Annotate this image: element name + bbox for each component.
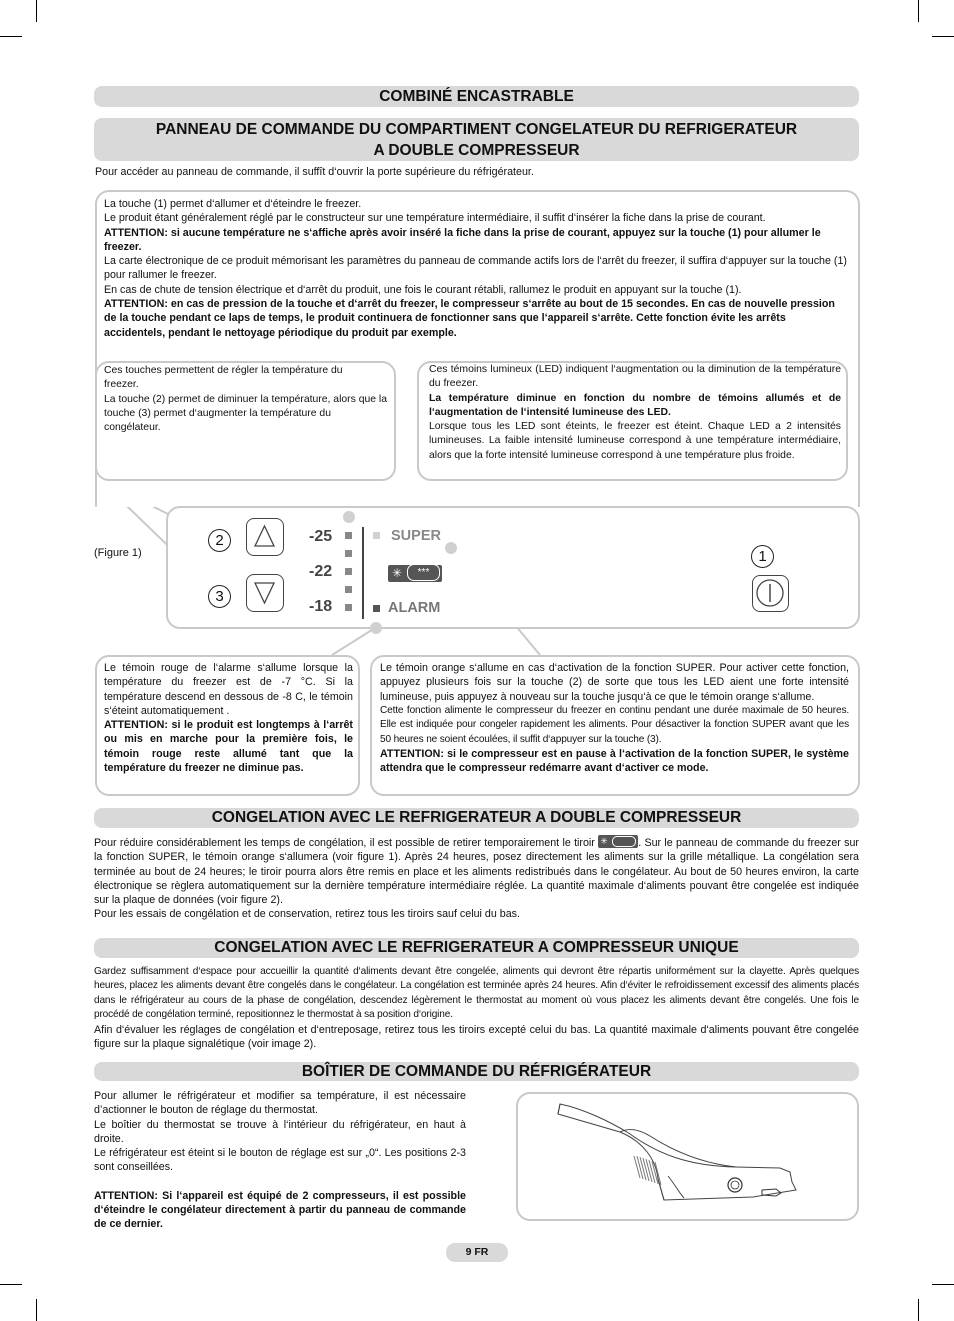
power-info-warning-1: ATTENTION: si aucune température ne s‘affiche après avoir inséré la fiche dans la prise de courant, appuyez sur la touche (1) pour allumer le freezer.	[104, 226, 821, 253]
page-number: 9 FR	[446, 1243, 508, 1262]
figure-label: (Figure 1)	[94, 547, 142, 559]
pointer-dot	[343, 511, 355, 523]
power-info-p2: Le produit étant généralement réglé par le constructeur sur une température intermédiaire, il suffit d‘insérer la fiche dans la prise de courant.	[104, 212, 766, 225]
temp-label-22: -22	[309, 563, 333, 580]
temperature-down-button[interactable]	[246, 518, 284, 556]
congelation-double-p2: Pour les essais de congélation et de conservation, retirez tous les tiroirs sauf celui du bas.	[94, 908, 520, 921]
congelation-double-p1	[94, 835, 859, 907]
callout-3: 3	[208, 585, 231, 608]
led-info-text	[429, 363, 841, 463]
temperature-up-button[interactable]	[246, 574, 284, 612]
boitier-p2: Le boîtier du thermostat se trouve à l‘intérieur du réfrigérateur, en haut à droite.	[94, 1118, 466, 1145]
pointer-dot	[370, 622, 382, 634]
led-indicator	[345, 604, 352, 611]
super-led	[373, 532, 380, 539]
freezer-drawer-icon	[598, 835, 638, 848]
temp-label-18: -18	[309, 598, 333, 615]
thermostat-illustration	[518, 1094, 861, 1223]
congelation-double-p1-start: Pour réduire considérablement les temps de congélation, il est possible de retirer temporairement le tiroir	[94, 837, 595, 849]
keys-info-p2: La touche (2) permet de diminuer la température, alors que la touche (3) permet d‘augmenter la température du congélateur.	[104, 393, 388, 434]
led-info-p3: Lorsque tous les LED sont éteints, le freezer est éteint. Chaque LED a 2 intensités lumineuses. La faible intensité lumineuse correspond à une température intermédiaire, alors que la forte intensité lumineuse correspond à une température plus froide.	[429, 421, 841, 461]
congelation-unique-text	[94, 965, 859, 1051]
header-line-2: A DOUBLE COMPRESSEUR	[373, 142, 580, 159]
pointer-dot	[445, 542, 457, 554]
super-info-text	[380, 661, 849, 776]
callout-2: 2	[208, 529, 231, 552]
boitier-text	[94, 1089, 466, 1232]
led-indicator	[345, 586, 352, 593]
led-info-p1: Ces témoins lumineux (LED) indiquent l‘augmentation ou la diminution de la température du freezer.	[429, 364, 841, 390]
boitier-p3: Le réfrigérateur est éteint si le bouton de réglage est sur „0“. Les positions 2-3 sont conseillées.	[94, 1147, 466, 1174]
temp-label-25: -25	[309, 528, 333, 545]
power-info-p5: En cas de chute de tension électrique et d‘arrêt du produit, une fois le courant rétabli, rallumez le produit en appuyant sur la touche (1).	[104, 283, 742, 296]
led-indicator	[345, 532, 352, 539]
section-header-boitier: BOÎTIER DE COMMANDE DU RÉFRIGÉRATEUR	[94, 1062, 859, 1081]
congelation-unique-p2: Afin d‘évaluer les réglages de congélation et d‘entreposage, retirez tous les tiroirs excepté celui du bas. La quantité maximale d‘aliments pouvant être congelée figure sur la plaque signalétique (voir image 2).	[94, 1023, 859, 1050]
panel-divider	[362, 527, 364, 619]
power-info-p4: La carte électronique de ce produit mémorisant les paramètres du panneau de commande actifs lors de l‘arrêt du freezer, il suffira d‘appuyer sur la touche (1) pour rallumer le freezer.	[104, 255, 847, 282]
freezer-compartment-symbol	[388, 565, 442, 582]
power-icon	[753, 576, 787, 610]
intro-text: Pour accéder au panneau de commande, il suffît d‘ouvrir la porte supérieure du réfrigérateur.	[95, 166, 534, 178]
callout-1: 1	[751, 545, 774, 568]
alarm-info-p1: Le témoin rouge de l‘alarme s‘allume lorsque la température du freezer est de -7 °C. Si la température descend en dessous de -8 C, le témoin s‘éteint automatiquement .	[104, 662, 353, 717]
freezer-stars: ***	[407, 564, 440, 581]
alarm-info-text	[104, 661, 353, 775]
header-line-1: PANNEAU DE COMMANDE DU COMPARTIMENT CONGELATEUR DU REFRIGERATEUR	[155, 121, 798, 138]
led-info-p2: La température diminue en fonction du nombre de témoins allumés et de l‘augmentation de l‘intensité lumineuse des LED.	[429, 392, 841, 418]
thermostat-illustration-box	[516, 1092, 859, 1221]
congelation-double-text	[94, 835, 859, 922]
keys-info-text	[104, 364, 388, 435]
super-info-warning: ATTENTION: si le compresseur est en pause à l‘activation de la fonction SUPER, le système attendra que le compresseur redémarre avant d‘activer ce mode.	[380, 748, 849, 775]
section-header-combine: COMBINÉ ENCASTRABLE	[94, 86, 859, 107]
congelation-double-p1-end: . Sur le panneau de commande du freezer sur la fonction SUPER, le témoin orange s‘allumera (voir figure 1). Après 24 heures, posez directement les aliments sur la grille métallique. La congélation sera terminée au bout de 24 heures; le tiroir pourra alors être remis en place et les aliments redistribués dans le congélateur. Au bout de 50 heures environ, la carte électronique se règlera automatiquement sur la dernière température intermédiaire réglée. La quantité maximale d‘aliments pouvant être congelée est indiquée sur la plaque de données (voir figure 2).	[94, 837, 859, 907]
super-info-p1: Le témoin orange s‘allume en cas d‘activation de la fonction SUPER. Pour activer cette fonction, appuyez plusieurs fois sur la touche (2) de sorte que tous les LED aient une forte intensité lumineuse, puis appuyez à nouveau sur la touche jusqu‘à ce que le témoin orange s‘allume.	[380, 662, 849, 703]
led-indicator	[345, 550, 352, 557]
congelation-unique-p1: Gardez suffisamment d‘espace pour accueillir la quantité d‘aliments devant être congelée, aliments qui devront être répartis uniformément sur la clayette. Après quelques heures, placez les aliments devant être congelés dans le congélateur. La congélation est terminée après 24 heures. Afin d‘éviter le refroidissement excessif des aliments placés dans le réfrigérateur au cours de la phase de congélation, descendez légèrement le thermostat au moment où vous placez les aliments devant être congelés. Une fois le procédé de congélation terminé, repositionnez le thermostat à sa position d‘origine.	[94, 966, 859, 1021]
triangle-up-icon	[247, 519, 282, 554]
keys-info-p1: Ces touches permettent de régler la température du freezer.	[104, 365, 343, 391]
section-header-congelation-double: CONGELATION AVEC LE REFRIGERATEUR A DOUBLE COMPRESSEUR	[94, 808, 859, 828]
snowflake-icon: ✳	[600, 836, 608, 846]
power-info-warning-2: ATTENTION: en cas de pression de la touche et d‘arrêt du freezer, le compresseur s‘arrête au bout de 15 secondes. En cas de nouvelle pression de la touche pendant ce laps de temps, le produit continuera de fonctionner sans que l‘appareil s‘arrête. Cette fonction évite les arrêts accidentels, pendant le nettoyage périodique du produit par exemple.	[104, 298, 835, 339]
power-info-p1: La touche (1) permet d‘allumer et d‘éteindre le freezer.	[104, 198, 362, 210]
alarm-label: ALARM	[388, 600, 441, 616]
power-button[interactable]	[752, 575, 789, 612]
super-info-p2: Cette fonction alimente le compresseur du freezer en continu pendant une durée maximale de 50 heures. Elle est indiquée pour congeler rapidement les aliments. Pour désactiver la fonction SUPER avant que les 50 heures ne soient écoulées, il suffit d‘appuyer sur la touche (3).	[380, 704, 849, 745]
led-indicator	[345, 568, 352, 575]
boitier-warning: ATTENTION: Si l‘appareil est équipé de 2 compresseurs, il est possible d‘éteindre le congélateur directement à partir du panneau de commande de ce dernier.	[94, 1189, 466, 1231]
section-header-congelation-unique: CONGELATION AVEC LE REFRIGERATEUR A COMPRESSEUR UNIQUE	[94, 938, 859, 958]
super-label: SUPER	[391, 528, 441, 544]
boitier-p1: Pour allumer le réfrigérateur et modifier sa température, il est nécessaire d’actionner le bouton de réglage du thermostat.	[94, 1090, 466, 1117]
alarm-info-warning: ATTENTION: si le produit est longtemps à l‘arrêt ou mis en marche pour la première fois, le témoin rouge reste allumé tant que la température du freezer ne diminue pas.	[104, 719, 353, 775]
triangle-down-icon	[247, 575, 282, 610]
alarm-led	[373, 605, 380, 612]
power-info-text	[104, 197, 849, 340]
snowflake-icon: ✳	[392, 566, 403, 580]
